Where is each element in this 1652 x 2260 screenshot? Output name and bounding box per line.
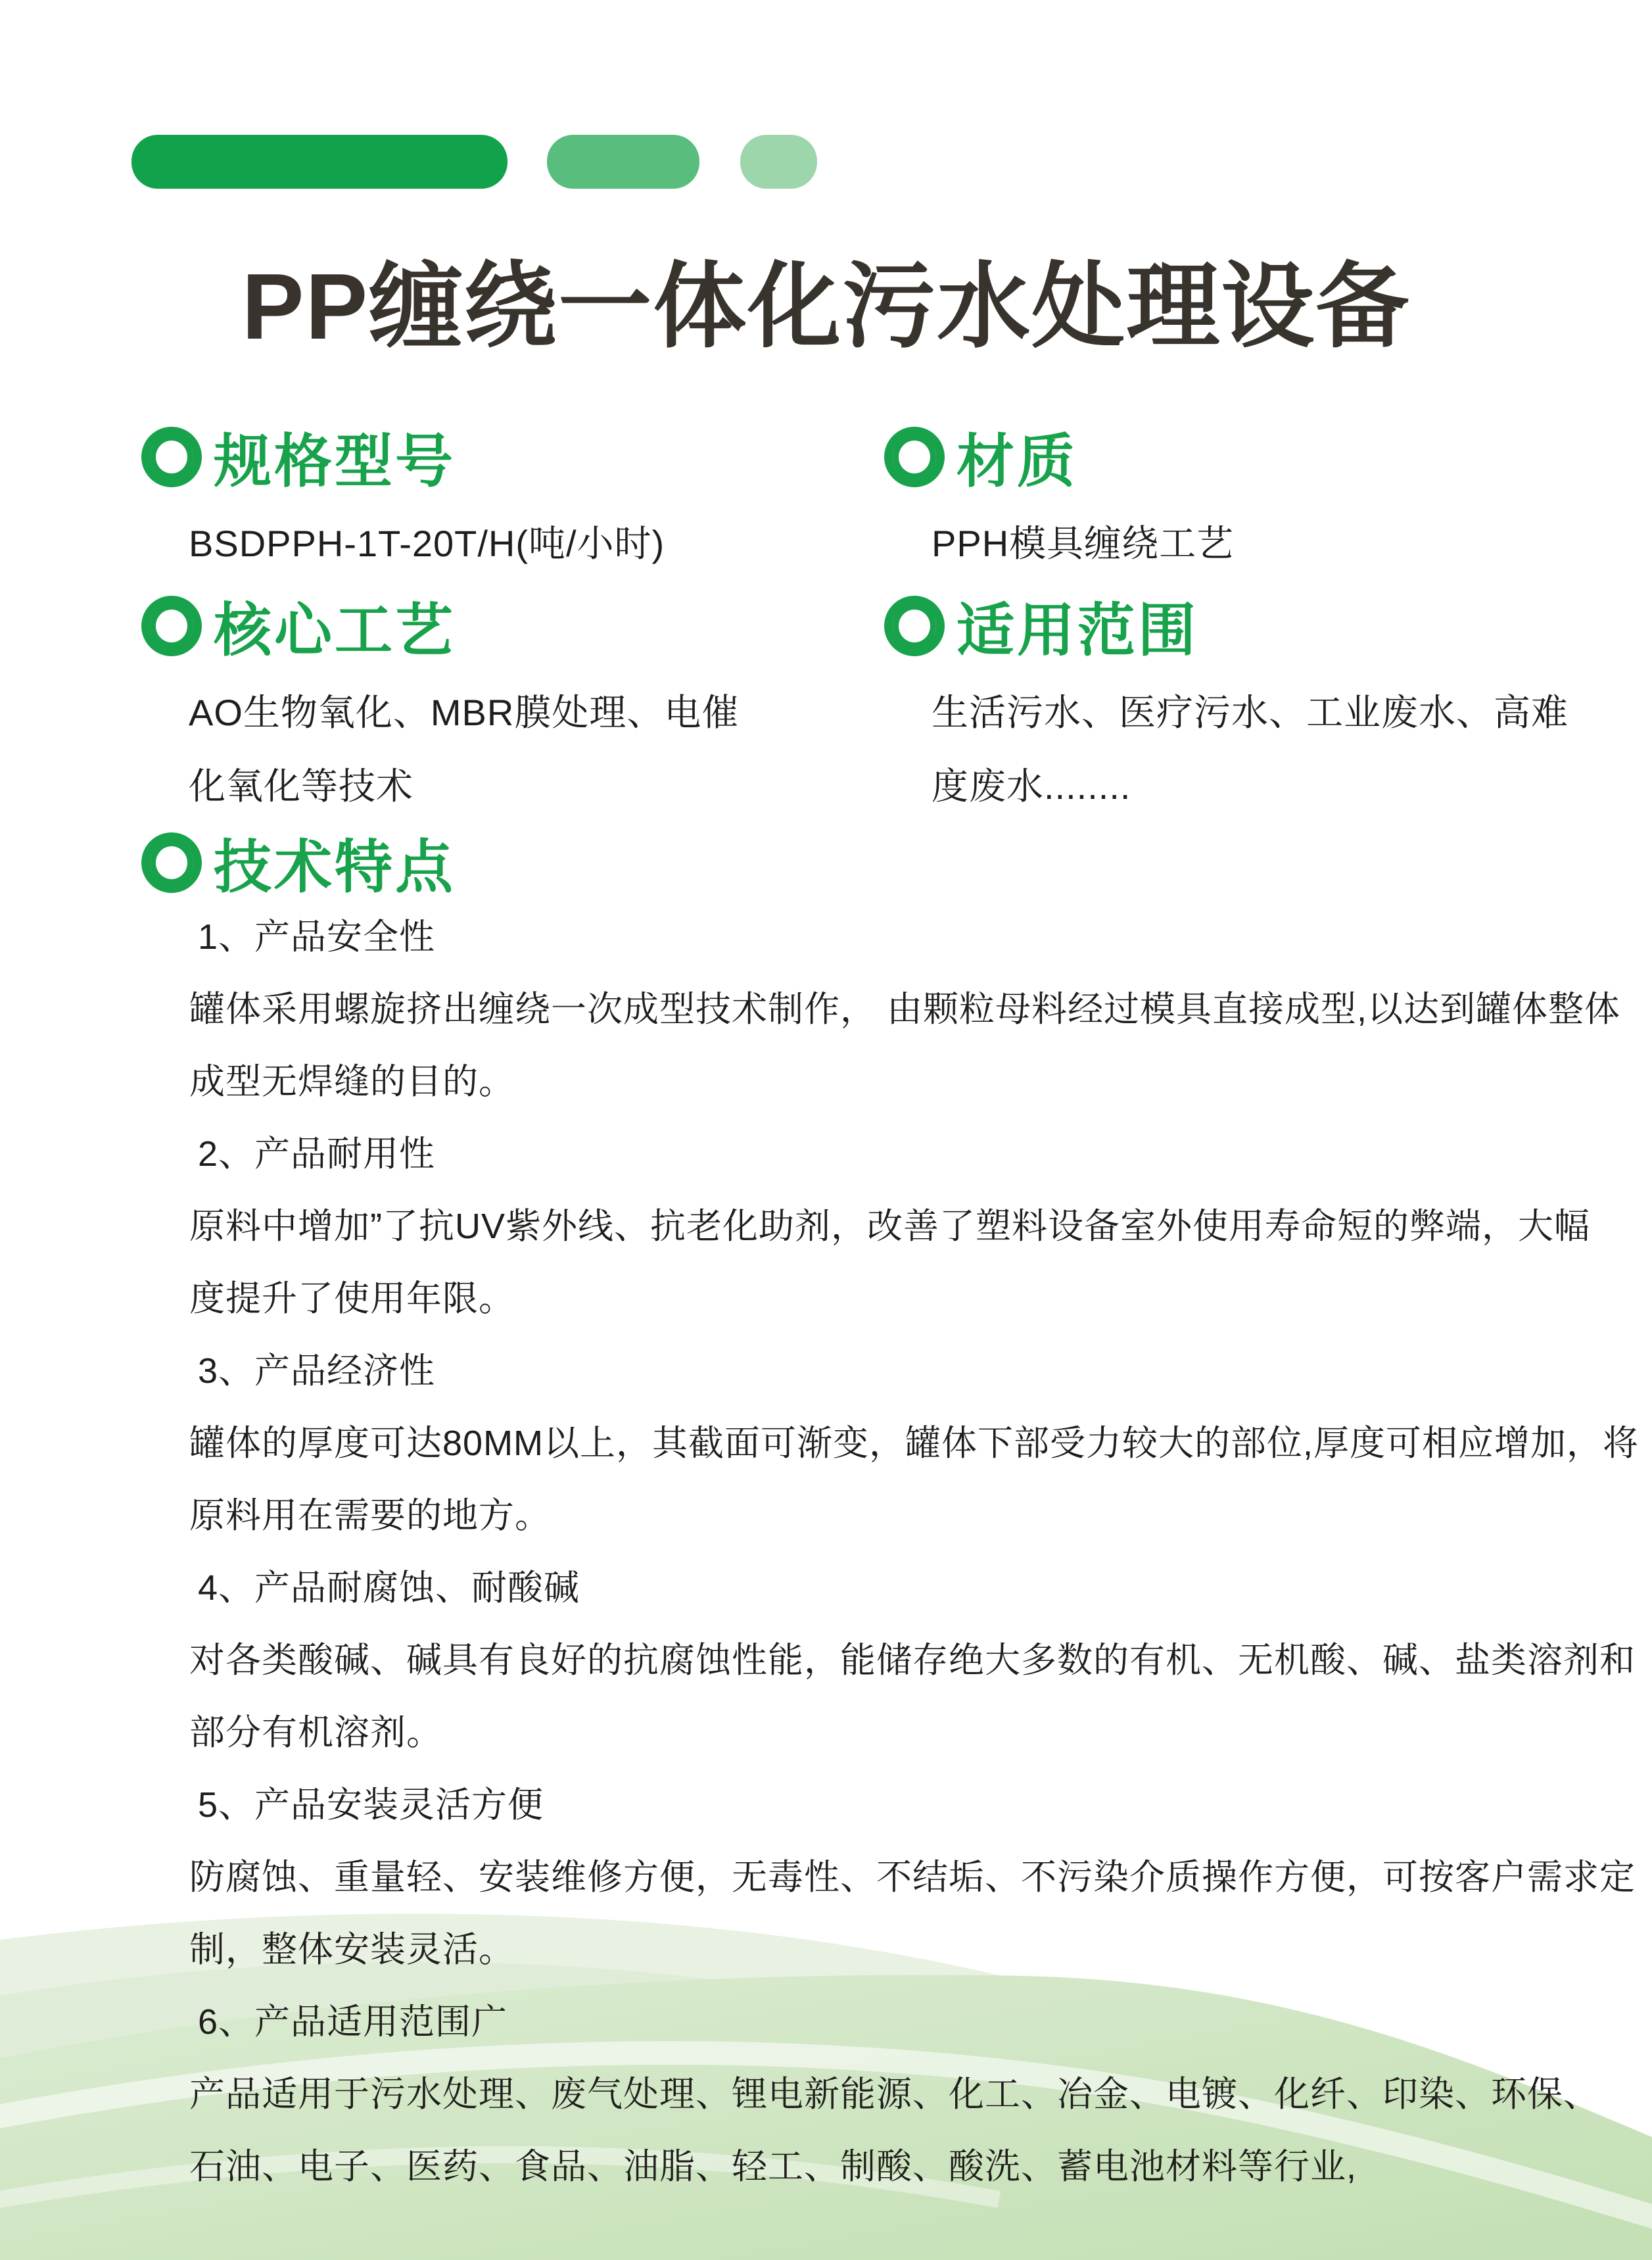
decorative-bar-medium — [547, 135, 699, 189]
section-heading — [884, 424, 1620, 494]
feature-title: 2、产品耐用性 — [198, 1134, 436, 1174]
feature-text: 产品适用于污水处理、废气处理、锂电新能源、化工、冶金、电镀、化纤、印染、环保、 — [189, 2075, 1599, 2114]
section-application-scope — [884, 593, 1620, 839]
spec-value: BSDPPH-1T-20T/H(吨/小时) — [189, 523, 665, 564]
section-core-process — [141, 593, 878, 839]
decorative-bar-large — [131, 135, 507, 189]
double-ring-icon — [884, 596, 945, 656]
feature-title: 3、产品经济性 — [198, 1351, 436, 1391]
feature-text: 部分有机溶剂。 — [189, 1713, 442, 1752]
spec-value: 生活污水、医疗污水、工业废水、高难 — [932, 692, 1569, 733]
double-ring-icon — [884, 427, 945, 487]
double-ring-icon — [141, 832, 202, 893]
section-heading — [141, 424, 878, 494]
spec-value: 度废水........ — [932, 765, 1131, 807]
feature-text: 原料用在需要的地方。 — [189, 1496, 551, 1535]
section-spec-model — [141, 424, 878, 596]
section-heading — [141, 593, 878, 663]
feature-text: 制，整体安装灵活。 — [189, 1930, 515, 1969]
spec-value: PPH模具缠绕工艺 — [932, 523, 1235, 564]
section-heading-label: 材质 — [956, 429, 1078, 494]
section-tech-features — [141, 830, 878, 900]
section-heading — [141, 830, 878, 900]
feature-title: 4、产品耐腐蚀、耐酸碱 — [198, 1568, 580, 1608]
feature-title: 5、产品安装灵活方便 — [198, 1785, 544, 1825]
page-title: PP缠绕一体化污水处理设备 — [241, 254, 1411, 359]
feature-text: 石油、电子、医药、食品、油脂、轻工、制酸、酸洗、蓄电池材料等行业, — [189, 2147, 1357, 2186]
feature-text: 原料中增加”了抗UV紫外线、抗老化助剂，改善了塑料设备室外使用寿命短的弊端，大幅 — [189, 1207, 1590, 1246]
feature-title: 1、产品安全性 — [198, 917, 436, 957]
section-heading-label: 适用范围 — [956, 598, 1199, 663]
header-bars — [131, 135, 817, 189]
feature-title: 6、产品适用范围广 — [198, 2002, 508, 2042]
tech-feature-list — [141, 915, 1640, 2217]
spec-value: 化氧化等技术 — [189, 765, 413, 807]
feature-text: 罐体的厚度可达80MM以上，其截面可渐变，罐体下部受力较大的部位,厚度可相应增加，将 — [189, 1424, 1640, 1463]
decorative-bar-small — [740, 135, 817, 189]
feature-text: 防腐蚀、重量轻、安装维修方便，无毒性、不结垢、不污染介质操作方便，可按客户需求定 — [189, 1858, 1636, 1897]
double-ring-icon — [141, 427, 202, 487]
section-heading-label: 技术特点 — [214, 834, 456, 900]
feature-text: 罐体采用螺旋挤出缠绕一次成型技术制作， 由颗粒母料经过模具直接成型,以达到罐体整体 — [189, 990, 1621, 1029]
feature-text: 度提升了使用年限。 — [189, 1279, 515, 1318]
section-material — [884, 424, 1620, 596]
section-heading-label: 规格型号 — [214, 429, 456, 494]
double-ring-icon — [141, 596, 202, 656]
section-body — [884, 692, 1620, 839]
section-heading — [884, 593, 1620, 663]
spec-value: AO生物氧化、MBR膜处理、电催 — [189, 692, 740, 733]
feature-text: 对各类酸碱、碱具有良好的抗腐蚀性能，能储存绝大多数的有机、无机酸、碱、盐类溶剂和 — [189, 1641, 1636, 1680]
section-heading-label: 核心工艺 — [214, 598, 456, 663]
section-body — [141, 692, 878, 839]
feature-text: 成型无焊缝的目的。 — [189, 1062, 515, 1101]
